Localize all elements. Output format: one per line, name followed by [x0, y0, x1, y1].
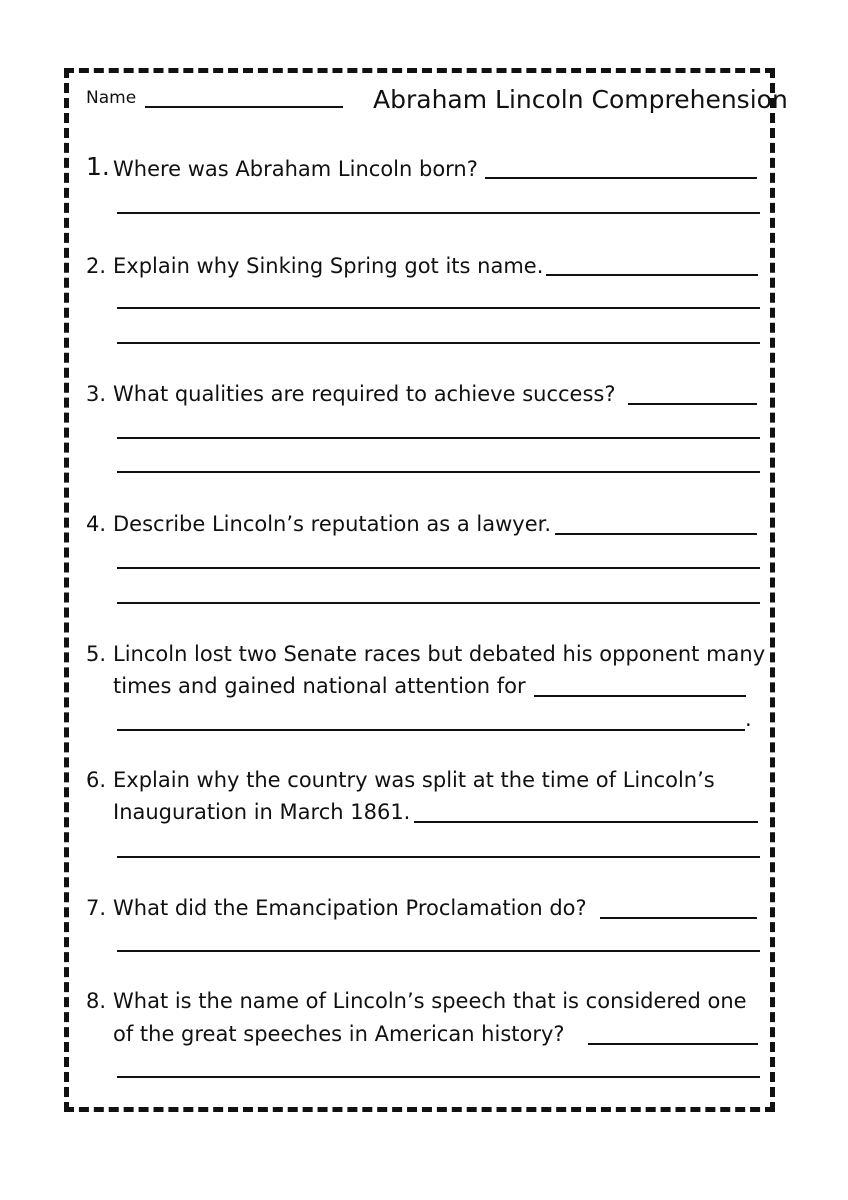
question-5-period: .: [745, 707, 752, 731]
worksheet-border: [64, 68, 775, 1112]
question-2-answer-line[interactable]: [117, 307, 760, 309]
question-6-text-line-2: Inauguration in March 1861.: [113, 800, 411, 824]
question-1-answer-line[interactable]: [485, 177, 757, 179]
question-4-answer-line[interactable]: [117, 602, 760, 604]
question-4-answer-line[interactable]: [555, 533, 757, 535]
question-7-answer-line[interactable]: [600, 917, 757, 919]
worksheet-title: Abraham Lincoln Comprehension: [373, 85, 788, 114]
question-5-answer-line[interactable]: [117, 729, 745, 731]
question-1-text: Where was Abraham Lincoln born?: [113, 157, 478, 181]
name-answer-line[interactable]: [145, 106, 343, 108]
question-2-number: 2.: [86, 254, 107, 278]
question-8-text-line-1: What is the name of Lincoln’s speech that is considered one: [113, 989, 747, 1013]
question-3-text: What qualities are required to achieve success?: [113, 382, 616, 406]
name-label: Name: [86, 88, 137, 108]
question-5-text-line-2: times and gained national attention for: [113, 674, 526, 698]
question-3-answer-line[interactable]: [117, 437, 760, 439]
question-5-number: 5.: [86, 642, 107, 666]
question-4-answer-line[interactable]: [117, 567, 760, 569]
question-4-text: Describe Lincoln’s reputation as a lawyer.: [113, 512, 552, 536]
question-8-number: 8.: [86, 989, 107, 1013]
question-7-answer-line[interactable]: [117, 950, 760, 952]
question-2-text: Explain why Sinking Spring got its name.: [113, 254, 544, 278]
question-8-answer-line[interactable]: [588, 1043, 758, 1045]
question-4-number: 4.: [86, 512, 107, 536]
question-6-answer-line[interactable]: [414, 821, 758, 823]
question-5-answer-line[interactable]: [534, 695, 746, 697]
question-8-text-line-2: of the great speeches in American history?: [113, 1022, 565, 1046]
question-1-answer-line[interactable]: [117, 212, 760, 214]
question-6-answer-line[interactable]: [117, 856, 760, 858]
question-7-number: 7.: [86, 896, 107, 920]
question-1-number: 1.: [86, 152, 110, 181]
question-5-text-line-1: Lincoln lost two Senate races but debated his opponent many: [113, 642, 766, 666]
question-6-number: 6.: [86, 768, 107, 792]
question-7-text: What did the Emancipation Proclamation do?: [113, 896, 587, 920]
question-2-answer-line[interactable]: [117, 342, 760, 344]
question-3-answer-line[interactable]: [117, 471, 760, 473]
question-8-answer-line[interactable]: [117, 1076, 760, 1078]
question-6-text-line-1: Explain why the country was split at the time of Lincoln’s: [113, 768, 715, 792]
question-3-number: 3.: [86, 382, 107, 406]
question-3-answer-line[interactable]: [628, 403, 757, 405]
question-2-answer-line[interactable]: [546, 274, 758, 276]
